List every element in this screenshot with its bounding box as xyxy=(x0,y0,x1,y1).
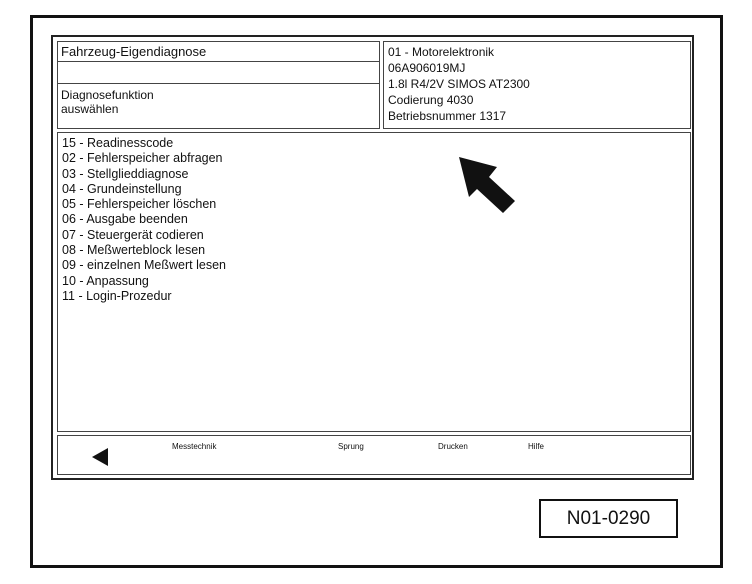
ecu-coding: Codierung 4030 xyxy=(388,93,474,107)
list-item[interactable]: 15 - Readinesscode xyxy=(62,136,174,150)
ecu-address: 01 - Motorelektronik xyxy=(388,45,495,59)
list-item[interactable]: 05 - Fehlerspeicher löschen xyxy=(62,197,217,212)
list-item[interactable]: 10 - Anpassung xyxy=(62,273,149,288)
back-arrow-icon[interactable] xyxy=(92,448,108,466)
list-item[interactable]: 02 - Fehlerspeicher abfragen xyxy=(62,151,223,166)
function-prompt xyxy=(61,88,154,116)
list-item[interactable]: 04 - Grundeinstellung xyxy=(62,181,182,196)
print-button[interactable]: Drucken xyxy=(438,442,468,451)
footer-bar xyxy=(57,435,691,475)
help-button[interactable]: Hilfe xyxy=(528,442,545,451)
list-item[interactable]: 03 - Stellglieddiagnose xyxy=(62,166,189,181)
figure-frame xyxy=(30,15,723,568)
ecu-info-panel xyxy=(383,41,691,129)
list-item[interactable]: 06 - Ausgabe beenden xyxy=(62,212,188,227)
ecu-engine: 1.8l R4/2V SIMOS AT2300 xyxy=(388,77,530,91)
function-value: auswählen xyxy=(61,102,119,116)
ecu-dealer-number: Betriebsnummer 1317 xyxy=(388,109,507,123)
pointer-arrow-icon xyxy=(457,155,517,215)
function-label: Diagnosefunktion xyxy=(61,88,154,102)
jump-button[interactable]: Sprung xyxy=(338,442,364,451)
divider xyxy=(58,83,379,84)
page-title: Fahrzeug-Eigendiagnose xyxy=(61,44,207,59)
list-item[interactable]: 08 - Meßwerteblock lesen xyxy=(62,243,206,258)
list-item[interactable]: 11 - Login-Prozedur xyxy=(62,288,172,303)
header-left-panel xyxy=(57,41,380,129)
tester-screen xyxy=(51,35,694,480)
measurement-button[interactable]: Messtechnik xyxy=(172,442,217,451)
list-item[interactable]: 07 - Steuergerät codieren xyxy=(62,227,204,242)
list-item[interactable]: 09 - einzelnen Meßwert lesen xyxy=(62,258,226,273)
ecu-part-number: 06A906019MJ xyxy=(388,61,466,75)
divider xyxy=(58,61,379,62)
figure-reference-label: N01-0290 xyxy=(539,499,678,538)
diagnosis-function-list xyxy=(57,132,691,432)
